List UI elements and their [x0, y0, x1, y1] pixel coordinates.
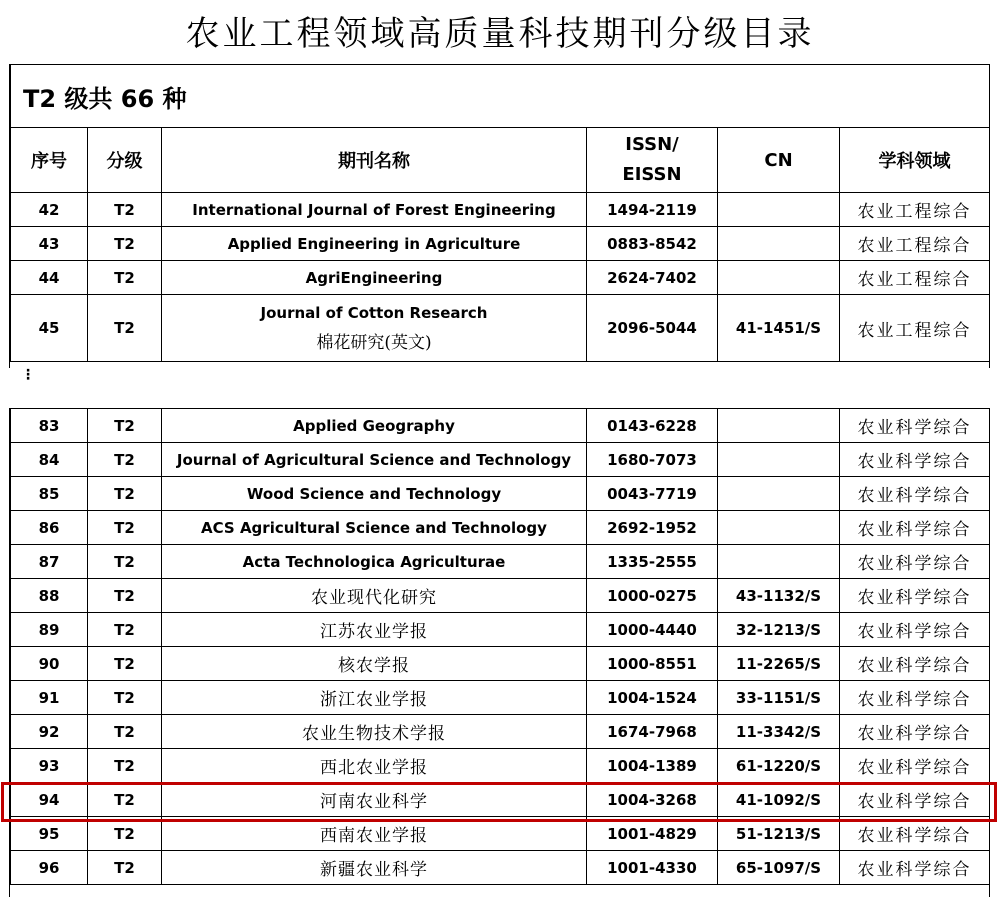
header-issn [587, 128, 718, 193]
cell-no: 86 [11, 511, 88, 545]
cell-issn: 1000-8551 [587, 647, 718, 681]
cell-journal-name: ACS Agricultural Science and Technology [162, 511, 587, 545]
cell-field: 农业科学综合 [840, 477, 990, 511]
cell-grade: T2 [88, 443, 162, 477]
cell-cn: 41-1451/S [718, 295, 840, 362]
cell-grade: T2 [88, 545, 162, 579]
cell-issn: 1674-7968 [587, 715, 718, 749]
table-row [11, 613, 990, 647]
cell-no: 95 [11, 817, 88, 851]
cell-grade: T2 [88, 477, 162, 511]
table-row [11, 783, 990, 817]
table-row [11, 193, 990, 227]
cell-no: 89 [11, 613, 88, 647]
cell-journal-name: Applied Engineering in Agriculture [162, 227, 587, 261]
cell-field: 农业科学综合 [840, 409, 990, 443]
cell-journal-name: 河南农业科学 [162, 783, 587, 817]
header-cn: CN [718, 128, 840, 193]
table-row [11, 715, 990, 749]
cell-cn [718, 261, 840, 295]
cell-no: 43 [11, 227, 88, 261]
cell-grade: T2 [88, 783, 162, 817]
header-field: 学科领域 [840, 128, 990, 193]
cell-field: 农业工程综合 [840, 193, 990, 227]
cell-issn: 1004-1524 [587, 681, 718, 715]
cell-grade: T2 [88, 749, 162, 783]
cell-journal-name: 浙江农业学报 [162, 681, 587, 715]
cell-no: 45 [11, 295, 88, 362]
cell-no: 42 [11, 193, 88, 227]
cell-cn: 33-1151/S [718, 681, 840, 715]
table-row [11, 817, 990, 851]
cell-field: 农业科学综合 [840, 817, 990, 851]
journal-table-bottom [10, 408, 990, 885]
page-title: 农业工程领域高质量科技期刊分级目录 [185, 14, 815, 54]
cell-issn: 1335-2555 [587, 545, 718, 579]
cell-cn [718, 409, 840, 443]
cell-cn: 11-2265/S [718, 647, 840, 681]
table-row [11, 409, 990, 443]
cell-issn: 1001-4330 [587, 851, 718, 885]
cell-grade: T2 [88, 715, 162, 749]
cell-no: 88 [11, 579, 88, 613]
cell-journal-name: AgriEngineering [162, 261, 587, 295]
cell-field: 农业科学综合 [840, 715, 990, 749]
header-issn-line1: ISSN/ [625, 134, 679, 155]
table-row [11, 545, 990, 579]
cell-grade: T2 [88, 851, 162, 885]
cell-cn: 61-1220/S [718, 749, 840, 783]
cell-no: 85 [11, 477, 88, 511]
table-row [11, 511, 990, 545]
cell-journal-name: International Journal of Forest Engineering [162, 193, 587, 227]
cell-issn: 1001-4829 [587, 817, 718, 851]
cell-no: 44 [11, 261, 88, 295]
table-row [11, 295, 990, 362]
cell-cn [718, 443, 840, 477]
cell-cn [718, 193, 840, 227]
cell-no: 83 [11, 409, 88, 443]
cell-issn: 0143-6228 [587, 409, 718, 443]
cell-grade: T2 [88, 409, 162, 443]
cell-field: 农业科学综合 [840, 749, 990, 783]
cell-journal-name: Acta Technologica Agriculturae [162, 545, 587, 579]
cell-journal-name: 西南农业学报 [162, 817, 587, 851]
header-issn-line2: EISSN [622, 164, 682, 185]
cell-grade: T2 [88, 817, 162, 851]
cell-journal-name: 江苏农业学报 [162, 613, 587, 647]
cell-no: 91 [11, 681, 88, 715]
table-row [11, 749, 990, 783]
header-grade: 分级 [88, 128, 162, 193]
cell-issn: 0043-7719 [587, 477, 718, 511]
cell-cn [718, 511, 840, 545]
table-row [11, 261, 990, 295]
table-caption-row [11, 65, 990, 128]
cell-cn: 41-1092/S [718, 783, 840, 817]
cell-cn: 32-1213/S [718, 613, 840, 647]
cell-field: 农业科学综合 [840, 681, 990, 715]
table-header-row [11, 128, 990, 193]
cell-cn [718, 227, 840, 261]
cell-cn [718, 545, 840, 579]
cell-grade: T2 [88, 193, 162, 227]
cell-issn: 1004-3268 [587, 783, 718, 817]
cell-issn: 1004-1389 [587, 749, 718, 783]
cell-grade: T2 [88, 295, 162, 362]
omitted-rows-gap [9, 368, 990, 408]
cell-journal-name: 农业现代化研究 [162, 579, 587, 613]
cell-issn: 2624-7402 [587, 261, 718, 295]
table-row [11, 851, 990, 885]
table-row [11, 443, 990, 477]
cell-issn: 2692-1952 [587, 511, 718, 545]
cell-issn: 1000-0275 [587, 579, 718, 613]
cell-journal-name: Wood Science and Technology [162, 477, 587, 511]
cell-grade: T2 [88, 261, 162, 295]
cell-grade: T2 [88, 647, 162, 681]
cell-grade: T2 [88, 681, 162, 715]
journal-name-en: Journal of Cotton Research [260, 304, 488, 322]
cell-cn: 11-3342/S [718, 715, 840, 749]
cell-grade: T2 [88, 613, 162, 647]
cell-no: 84 [11, 443, 88, 477]
cell-no: 96 [11, 851, 88, 885]
header-journal-name: 期刊名称 [162, 128, 587, 193]
ellipsis-marker: ⋮ [21, 367, 35, 383]
cell-cn: 43-1132/S [718, 579, 840, 613]
cell-field: 农业科学综合 [840, 511, 990, 545]
cell-journal-name: 新疆农业科学 [162, 851, 587, 885]
journal-name-zh: 棉花研究(英文) [316, 333, 432, 353]
cell-cn [718, 477, 840, 511]
table-row [11, 681, 990, 715]
cell-issn: 0883-8542 [587, 227, 718, 261]
cell-grade: T2 [88, 579, 162, 613]
cell-no: 92 [11, 715, 88, 749]
cell-journal-name: Journal of Agricultural Science and Technology [162, 443, 587, 477]
cell-grade: T2 [88, 227, 162, 261]
cell-cn: 65-1097/S [718, 851, 840, 885]
cell-field: 农业工程综合 [840, 295, 990, 362]
journal-table-top [10, 64, 990, 362]
header-no: 序号 [11, 128, 88, 193]
cell-no: 94 [11, 783, 88, 817]
cell-cn: 51-1213/S [718, 817, 840, 851]
cell-issn: 1680-7073 [587, 443, 718, 477]
cell-no: 93 [11, 749, 88, 783]
cell-journal-name: 核农学报 [162, 647, 587, 681]
table-row [11, 227, 990, 261]
cell-issn: 1000-4440 [587, 613, 718, 647]
cell-field: 农业科学综合 [840, 851, 990, 885]
cell-journal-name: 农业生物技术学报 [162, 715, 587, 749]
cell-field: 农业科学综合 [840, 545, 990, 579]
cell-no: 87 [11, 545, 88, 579]
table-row [11, 579, 990, 613]
cell-journal-name: 西北农业学报 [162, 749, 587, 783]
cell-issn: 2096-5044 [587, 295, 718, 362]
cell-no: 90 [11, 647, 88, 681]
table-row [11, 647, 990, 681]
cell-journal-name [162, 295, 587, 362]
cell-field: 农业科学综合 [840, 613, 990, 647]
cell-grade: T2 [88, 511, 162, 545]
cell-field: 农业科学综合 [840, 647, 990, 681]
cell-issn: 1494-2119 [587, 193, 718, 227]
cell-field: 农业科学综合 [840, 579, 990, 613]
table-row [11, 477, 990, 511]
table-caption: T2 级共 66 种 [11, 65, 990, 128]
cell-journal-name: Applied Geography [162, 409, 587, 443]
cell-field: 农业工程综合 [840, 227, 990, 261]
cell-field: 农业科学综合 [840, 443, 990, 477]
cell-field: 农业科学综合 [840, 783, 990, 817]
cell-field: 农业工程综合 [840, 261, 990, 295]
